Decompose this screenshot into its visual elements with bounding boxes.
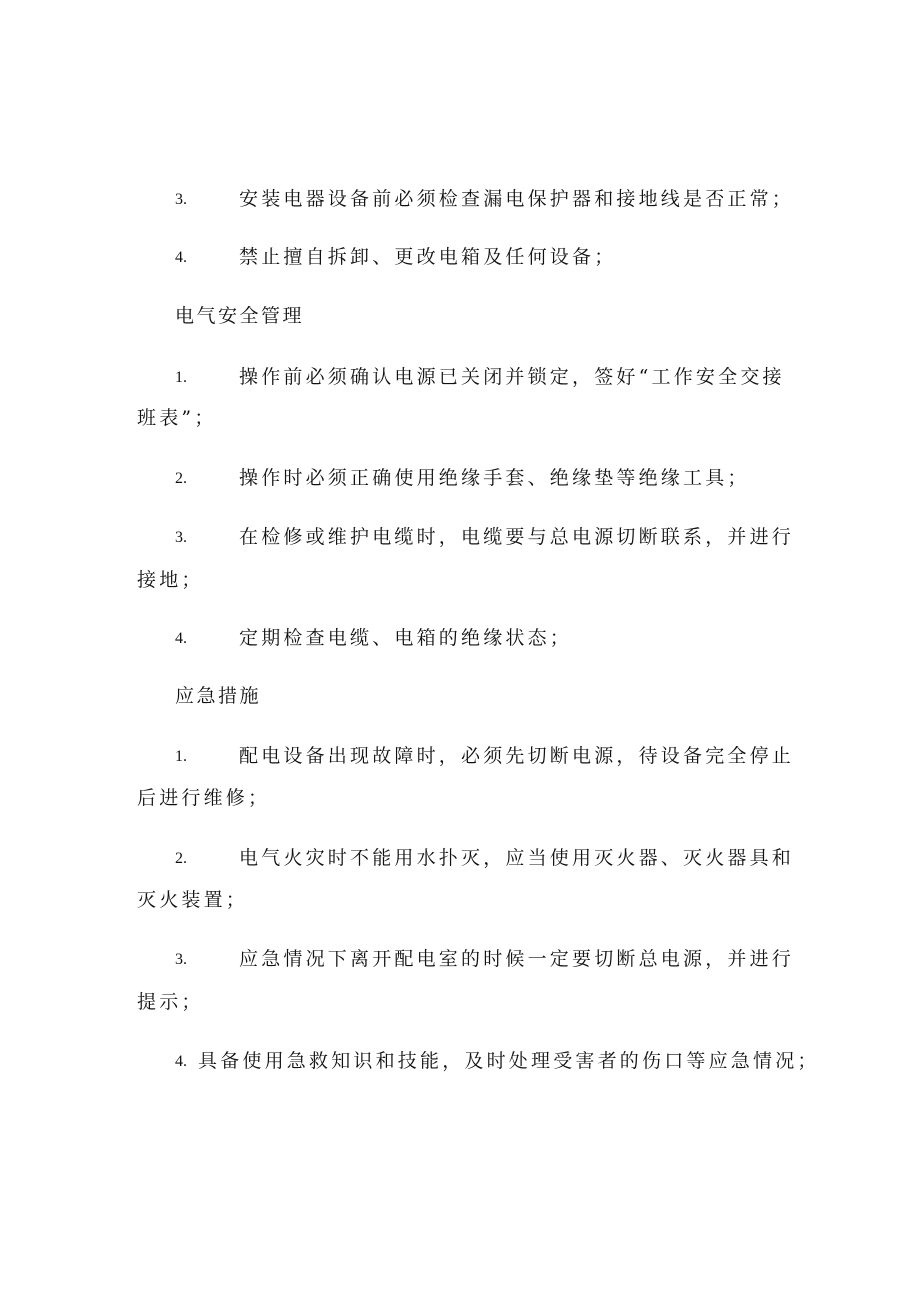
install-item-3-number: 3.	[175, 191, 187, 208]
emergency-item-4-text: 具备使用急救知识和技能，及时处理受害者的伤口等应急情况；	[198, 1050, 820, 1072]
electrical-item-1-number: 1.	[175, 369, 187, 386]
emergency-item-4-number: 4.	[175, 1053, 187, 1070]
emergency-item-1-text: 配电设备出现故障时，必须先切断电源，待设备完全停止	[239, 745, 795, 767]
emergency-item-2-text: 电气火灾时不能用水扑灭，应当使用灭火器、灭火器具和	[239, 847, 795, 869]
electrical-item-1-text: 操作前必须确认电源已关闭并锁定，签好“工作安全交接	[239, 366, 785, 388]
emergency-item-2-continuation: 灭火装置；	[137, 889, 249, 911]
emergency-item-1-number: 1.	[175, 748, 187, 765]
electrical-item-2-text: 操作时必须正确使用绝缘手套、绝缘垫等绝缘工具；	[239, 467, 750, 489]
emergency-item-2-number: 2.	[175, 850, 187, 867]
install-item-3-text: 安装电器设备前必须检查漏电保护器和接地线是否正常；	[239, 188, 795, 210]
emergency-item-3-continuation: 提示；	[137, 991, 204, 1013]
electrical-safety-heading: 电气安全管理	[175, 305, 305, 327]
emergency-item-1-continuation: 后进行维修；	[137, 787, 271, 809]
electrical-item-3-continuation: 接地；	[137, 569, 204, 591]
emergency-heading: 应急措施	[175, 685, 262, 707]
electrical-item-3-number: 3.	[175, 529, 187, 546]
install-item-4-text: 禁止擅自拆卸、更改电箱及任何设备；	[239, 246, 617, 268]
emergency-item-3-number: 3.	[175, 951, 187, 968]
install-item-4-number: 4.	[175, 249, 187, 266]
electrical-item-4-text: 定期检查电缆、电箱的绝缘状态；	[239, 627, 573, 649]
electrical-item-2-number: 2.	[175, 470, 187, 487]
electrical-item-1-continuation: 班表”；	[137, 407, 217, 429]
emergency-item-3-text: 应急情况下离开配电室的时候一定要切断总电源，并进行	[239, 948, 795, 970]
electrical-item-4-number: 4.	[175, 630, 187, 647]
electrical-item-3-text: 在检修或维护电缆时，电缆要与总电源切断联系，并进行	[239, 526, 795, 548]
